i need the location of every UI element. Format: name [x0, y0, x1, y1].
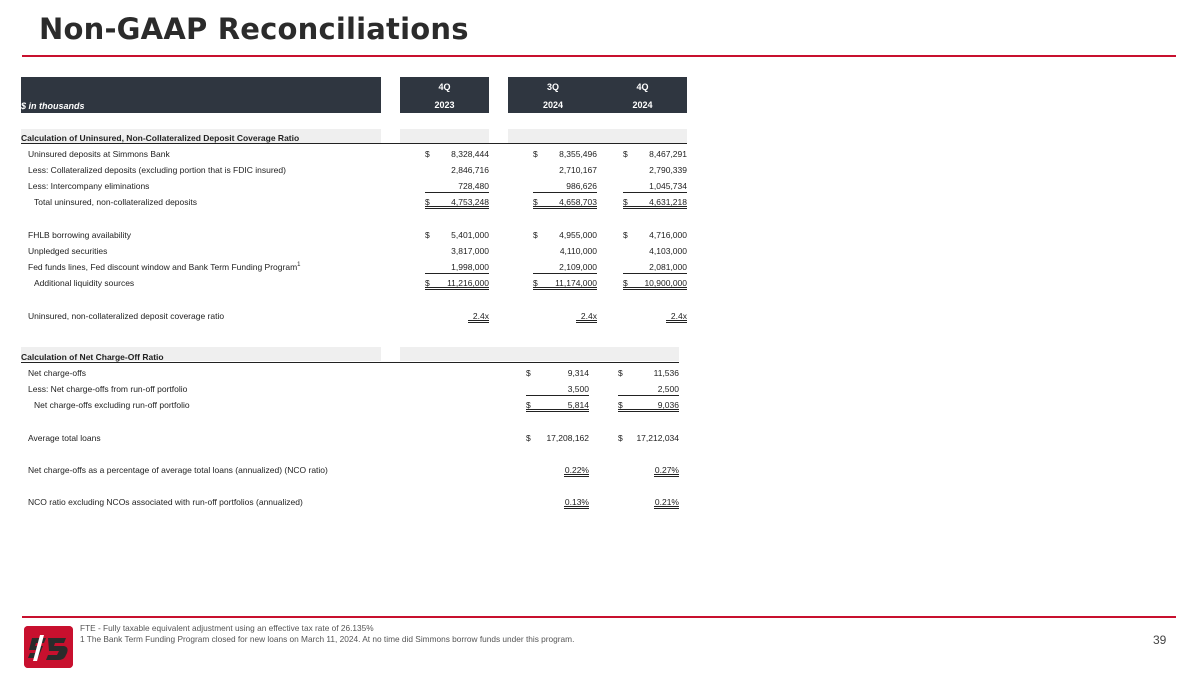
- cell-4q2024: $ 9,036: [618, 400, 679, 410]
- table-row: [0, 149, 1200, 163]
- cell-3q2024: $ 8,355,496: [533, 149, 597, 159]
- cell-3q2024: $ 4,658,703: [533, 197, 597, 207]
- row-label: Unpledged securities: [28, 246, 108, 256]
- table-row: [0, 230, 1200, 244]
- cell-3q2024: 986,626: [533, 181, 597, 193]
- col-c-year: 2024: [632, 100, 653, 110]
- page-number: 39: [1153, 633, 1167, 647]
- cell-3q2024: $ 5,814: [526, 400, 589, 410]
- units-label: $ in thousands: [21, 101, 85, 111]
- footnote-1: 1 The Bank Term Funding Program closed for new loans on March 11, 2024. At no time did Simmons borrow funds under this program.: [80, 634, 575, 644]
- cell-3q2024: 2.4x: [576, 311, 597, 323]
- cell-4q2023: 1,998,000: [425, 262, 489, 274]
- row-label: Less: Collateralized deposits (excluding portion that is FDIC insured): [28, 165, 286, 175]
- cell-4q2024: 0.27%: [654, 465, 679, 475]
- cell-4q2023: $ 4,753,248: [425, 197, 489, 207]
- column-header-4q-2023: [400, 77, 489, 113]
- section2-band-values: [400, 347, 679, 361]
- cell-4q2023: $ 8,328,444: [425, 149, 489, 159]
- cell-3q2024: 0.13%: [564, 497, 589, 507]
- simmons-logo-icon: [24, 626, 73, 668]
- table-row: [0, 368, 1200, 382]
- cell-4q2023: 728,480: [425, 181, 489, 193]
- cell-4q2024: 4,103,000: [649, 246, 687, 256]
- table-row: [0, 384, 1200, 398]
- row-label: Fed funds lines, Fed discount window and Bank Term Funding Program$^1$: [28, 262, 301, 272]
- row-label: FHLB borrowing availability: [28, 230, 131, 240]
- cell-4q2024: $ 17,212,034: [618, 433, 679, 443]
- row-label: Less: Intercompany eliminations: [28, 181, 150, 191]
- cell-4q2023: 3,817,000: [451, 246, 489, 256]
- section2-title: Calculation of Net Charge-Off Ratio: [21, 352, 164, 362]
- table-row: [0, 278, 1200, 292]
- cell-3q2024: 4,110,000: [559, 246, 597, 256]
- cell-4q2024: $ 4,631,218: [623, 197, 687, 207]
- cell-4q2024: $ 4,716,000: [623, 230, 687, 240]
- row-label: Net charge-offs excluding run-off portfolio: [34, 400, 190, 410]
- cell-4q2023: 2,846,716: [451, 165, 489, 175]
- col-b-quarter: 3Q: [546, 82, 559, 92]
- cell-4q2023: 2.4x: [468, 311, 489, 323]
- cell-4q2024: 2,081,000: [623, 262, 687, 274]
- cell-4q2024: 2,790,339: [649, 165, 687, 175]
- table-row: [0, 197, 1200, 211]
- col-b-year: 2024: [542, 100, 564, 110]
- row-label: Net charge-offs as a percentage of average total loans (annualized) (NCO ratio): [28, 465, 328, 475]
- table-row: [0, 400, 1200, 414]
- table-row: [0, 465, 1200, 479]
- footer-divider: [22, 616, 1176, 618]
- column-header-2024: [508, 77, 687, 113]
- cell-4q2024: $ 11,536: [618, 368, 679, 378]
- row-label: NCO ratio excluding NCOs associated with run-off portfolios (annualized): [28, 497, 303, 507]
- cell-3q2024: 2,109,000: [533, 262, 597, 274]
- cell-3q2024: 2,710,167: [559, 165, 597, 175]
- cell-3q2024: 0.22%: [564, 465, 589, 475]
- title-divider: [22, 55, 1176, 57]
- cell-3q2024: $ 4,955,000: [533, 230, 597, 240]
- row-label: Additional liquidity sources: [34, 278, 135, 288]
- section1-rule: [21, 143, 687, 144]
- cell-4q2023: $ 5,401,000: [425, 230, 489, 240]
- col-a-quarter: 4Q: [438, 82, 451, 92]
- cell-4q2024: $ 10,900,000: [623, 278, 687, 288]
- table-row: [0, 181, 1200, 195]
- cell-3q2024: $ 9,314: [526, 368, 589, 378]
- section1-band-bc: [508, 129, 687, 143]
- table-row: [0, 497, 1200, 511]
- table-row: [0, 246, 1200, 260]
- cell-4q2023: $ 11,216,000: [425, 278, 489, 288]
- cell-4q2024: $ 8,467,291: [623, 149, 687, 159]
- section1-title: Calculation of Uninsured, Non-Collateralized Deposit Coverage Ratio: [21, 133, 300, 143]
- cell-4q2024: 1,045,734: [623, 181, 687, 193]
- page-title: Non-GAAP Reconciliations: [39, 12, 469, 46]
- cell-3q2024: $ 11,174,000: [533, 278, 597, 288]
- section2-rule: [21, 362, 679, 363]
- row-label: Net charge-offs: [28, 368, 86, 378]
- row-label: Less: Net charge-offs from run-off portfolio: [28, 384, 188, 394]
- col-c-quarter: 4Q: [636, 82, 649, 92]
- column-header-label-band: [21, 77, 381, 113]
- footnote-fte: FTE - Fully taxable equivalent adjustment using an effective tax rate of 26.135%: [80, 623, 374, 633]
- row-label: Uninsured, non-collateralized deposit coverage ratio: [28, 311, 225, 321]
- section1-band-a: [400, 129, 489, 143]
- row-label: Uninsured deposits at Simmons Bank: [28, 149, 170, 159]
- cell-4q2024: 2.4x: [666, 311, 687, 323]
- row-label: Total uninsured, non-collateralized deposits: [34, 197, 198, 207]
- footnote-marker: 1: [297, 262, 301, 269]
- cell-3q2024: 3,500: [526, 384, 589, 396]
- table-row: [0, 433, 1200, 447]
- col-a-year: 2023: [434, 100, 455, 110]
- table-row: [0, 165, 1200, 179]
- table-row: [0, 262, 1200, 276]
- cell-4q2024: 0.21%: [654, 497, 679, 507]
- cell-3q2024: $ 17,208,162: [526, 433, 589, 443]
- row-label: Average total loans: [28, 433, 101, 443]
- table-row: [0, 311, 1200, 325]
- cell-4q2024: 2,500: [618, 384, 679, 396]
